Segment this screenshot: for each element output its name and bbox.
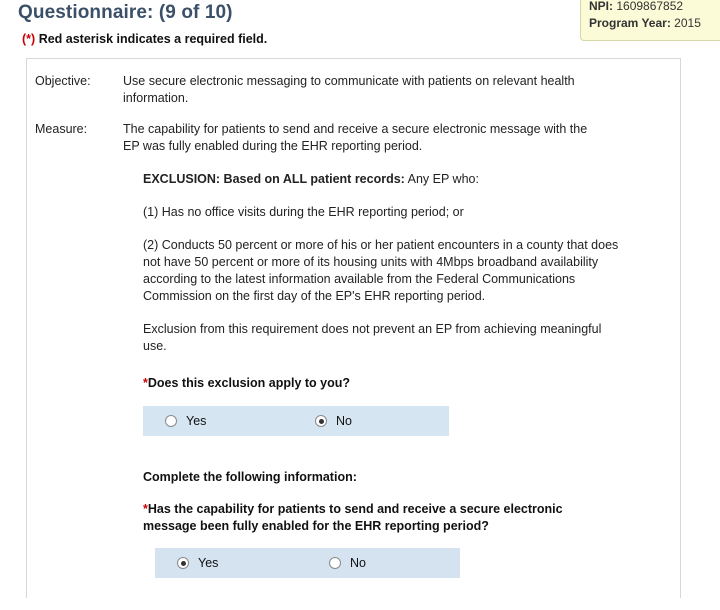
objective-text: Use secure electronic messaging to communicate with patients on relevant health information. <box>123 74 575 105</box>
required-asterisk: (*) <box>22 32 36 46</box>
capability-question <box>143 501 593 535</box>
exclusion-question-asterisk: * <box>143 376 148 390</box>
measure-row <box>27 107 680 155</box>
capability-radio-group <box>155 548 460 578</box>
program-year-row <box>589 15 712 32</box>
questionnaire-panel <box>26 58 681 598</box>
capability-question-asterisk: * <box>143 502 148 516</box>
exclusion-radio-yes-label: Yes <box>186 414 207 428</box>
exclusion-radio-yes[interactable] <box>165 414 315 428</box>
exclusion-block <box>143 171 621 578</box>
exclusion-heading <box>143 171 621 188</box>
radio-checked-icon[interactable] <box>315 415 327 427</box>
exclusion-heading-rest: Any EP who: <box>404 172 479 186</box>
capability-radio-no-label: No <box>350 556 366 570</box>
exclusion-note: Exclusion from this requirement does not prevent an EP from achieving meaningful use. <box>143 322 602 353</box>
objective-row <box>27 59 680 107</box>
exclusion-heading-strong: EXCLUSION: Based on ALL patient records: <box>143 172 405 186</box>
npi-row <box>589 0 712 15</box>
complete-info-heading: Complete the following information: <box>143 470 357 484</box>
measure-text: The capability for patients to send and receive a secure electronic message with the EP was fully enabled during the EHR reporting period. <box>123 122 588 153</box>
program-year-value: 2015 <box>674 16 701 30</box>
exclusion-radio-group <box>143 406 449 436</box>
measure-label: Measure: <box>35 122 88 136</box>
radio-checked-icon[interactable] <box>177 557 189 569</box>
exclusion-question <box>143 375 621 392</box>
required-note-text: Red asterisk indicates a required field. <box>38 32 268 46</box>
exclusion-radio-no-label: No <box>336 414 352 428</box>
radio-unchecked-icon[interactable] <box>165 415 177 427</box>
exclusion-item-1: (1) Has no office visits during the EHR reporting period; or <box>143 205 464 219</box>
radio-unchecked-icon[interactable] <box>329 557 341 569</box>
capability-radio-yes-label: Yes <box>198 556 219 570</box>
exclusion-question-text: Does this exclusion apply to you? <box>147 376 350 390</box>
capability-radio-no[interactable] <box>329 556 366 570</box>
npi-value: 1609867852 <box>616 0 684 13</box>
capability-radio-yes[interactable] <box>177 556 329 570</box>
exclusion-item-2: (2) Conducts 50 percent or more of his or her patient encounters in a county that does not have 50 percent or more of its housing units with 4Mbps broadband availability according to the latest information available from the Federal Communications Commission on the first day of the EP's EHR reporting period. <box>143 238 619 303</box>
program-year-label: Program Year: <box>589 16 671 30</box>
objective-label: Objective: <box>35 74 91 88</box>
page-title: Questionnaire: (9 of 10) <box>18 2 233 23</box>
npi-label: NPI: <box>589 0 613 13</box>
capability-question-text: Has the capability for patients to send and receive a secure electronic message been fully enabled for the EHR reporting period? <box>143 502 563 533</box>
exclusion-radio-no[interactable] <box>315 414 352 428</box>
provider-info-box <box>580 0 720 41</box>
